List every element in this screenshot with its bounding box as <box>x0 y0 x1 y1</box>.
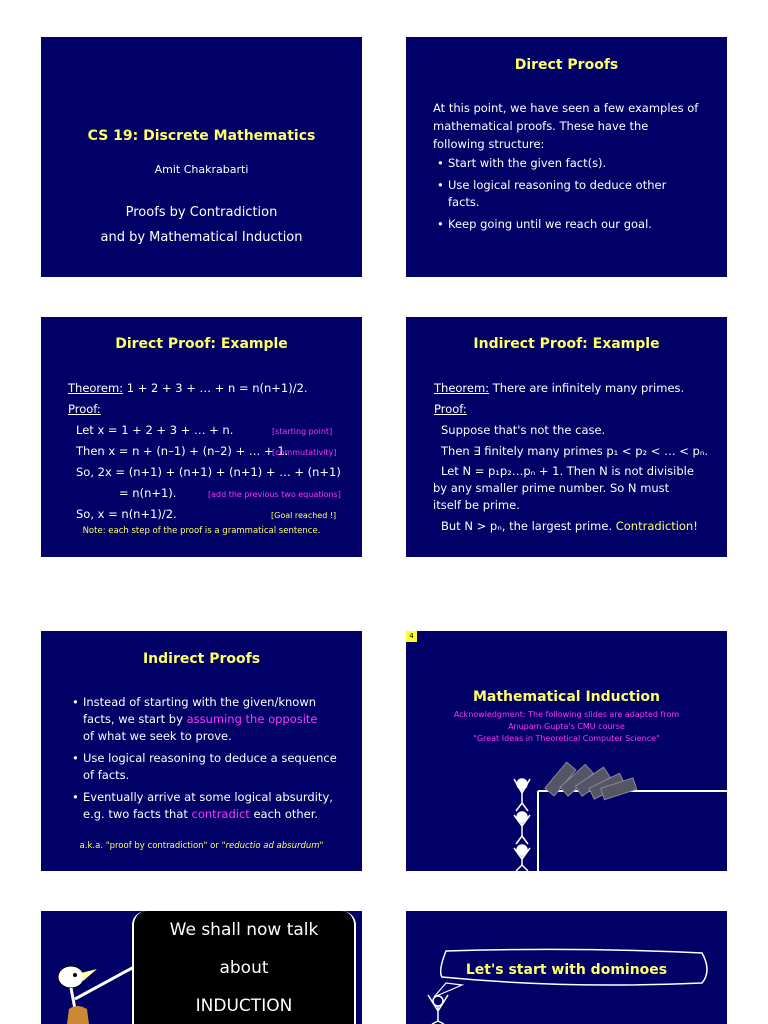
slide6-ack1: Acknowledgment: The following slides are adapted from <box>453 710 680 719</box>
slide3-footnote: Note: each step of the proof is a grammatical sentence. <box>82 526 321 536</box>
slide4-line4: by any smaller prime number. So N must <box>433 481 670 495</box>
slide6-title: Mathematical Induction <box>472 689 661 705</box>
dominoes-illustration <box>406 631 727 871</box>
slide5-bullets <box>69 694 337 828</box>
slide3-theorem-text: 1 + 2 + 3 + … + n = n(n+1)/2. <box>123 381 308 395</box>
slide3-theorem-label: Theorem: <box>68 381 124 395</box>
slide2-b2a: Use logical reasoning to deduce other <box>448 178 667 192</box>
slide2-b1: Start with the given fact(s). <box>448 156 607 170</box>
slide2-bullet <box>434 216 666 233</box>
slide1-author: Amit Chakrabarti <box>154 163 249 176</box>
slide-direct-proof-example <box>41 317 362 557</box>
slide4-contradiction: Contradiction! <box>615 519 698 533</box>
slide3-line5: So, x = n(n+1)/2. <box>76 507 177 521</box>
slide3-line1: Let x = 1 + 2 + 3 + … + n. <box>76 423 234 437</box>
slide2-intro3: following structure: <box>433 137 545 151</box>
slide2-intro2: mathematical proofs. These have the <box>433 119 649 133</box>
slide3-proof-label: Proof: <box>68 402 101 416</box>
slide5-aka <box>41 841 362 851</box>
slide4-line1: Suppose that's not the case. <box>441 423 606 437</box>
slide5-bullet <box>69 789 337 823</box>
slide4-theorem-label: Theorem: <box>434 381 490 395</box>
slide1-line1: Proofs by Contradiction <box>125 205 278 220</box>
slide5-aka2: "reductio ad absurdum" <box>221 841 324 851</box>
slide4-line6-text: But N > pₙ, the largest prime. <box>441 519 613 533</box>
slide8-bubble-text: Let's start with dominoes <box>465 962 668 978</box>
slide5-b3b: e.g. two facts that <box>83 807 192 821</box>
slide-indirect-proofs <box>41 631 362 871</box>
slide2-bullet <box>434 177 666 211</box>
slide5-b1c: assuming the opposite <box>186 712 318 726</box>
slide1-line2: and by Mathematical Induction <box>100 230 303 245</box>
slide3-note4: [add the previous two equations] <box>208 490 341 499</box>
slide5-b2b: of facts. <box>83 768 130 782</box>
slide6-ack3: "Great Ideas in Theoretical Computer Science" <box>473 734 660 743</box>
slide2-b2b: facts. <box>448 195 480 209</box>
slide4-line6 <box>441 519 698 533</box>
slide5-b3d: each other. <box>249 807 319 821</box>
slide7-bubble1: We shall now talk <box>169 920 319 940</box>
slide5-bullet <box>69 694 337 745</box>
slide4-line5: itself be prime. <box>433 498 520 512</box>
slide3-note1: [starting point] <box>272 427 333 436</box>
slide7-bubble2: about <box>219 958 269 978</box>
slide5-title: Indirect Proofs <box>142 651 261 667</box>
slide5-b1a: Instead of starting with the given/known <box>83 695 317 709</box>
slide2-intro1: At this point, we have seen a few examples of <box>433 101 699 115</box>
slide3-note2: [commutativity] <box>272 448 337 457</box>
slide5-b1b: facts, we start by <box>83 712 187 726</box>
slide-direct-proofs <box>406 37 727 277</box>
slide3-title: Direct Proof: Example <box>115 336 288 352</box>
slide2-b3: Keep going until we reach our goal. <box>448 217 652 231</box>
slide5-b3a: Eventually arrive at some logical absurdity, <box>83 790 333 804</box>
slide4-theorem-text: There are infinitely many primes. <box>489 381 685 395</box>
slide4-line3: Let N = p₁p₂…pₙ + 1. Then N is not divisible <box>441 464 694 478</box>
slide-induction-intro <box>41 911 362 1024</box>
slide4-proof-label: Proof: <box>434 402 467 416</box>
slide5-b1d: of what we seek to prove. <box>83 729 232 743</box>
slide1-title: CS 19: Discrete Mathematics <box>87 128 316 144</box>
slide3-note5: [Goal reached !] <box>271 511 337 520</box>
slide3-line3: So, 2x = (n+1) + (n+1) + (n+1) + … + (n+1) <box>76 465 341 479</box>
slide2-bullets <box>434 155 666 238</box>
slide3-line2: Then x = n + (n–1) + (n–2) + … + 1. <box>76 444 289 458</box>
slide3-theorem <box>68 381 308 395</box>
slide-title <box>41 37 362 277</box>
slide5-aka1: a.k.a. "proof by contradiction" or <box>79 841 222 851</box>
slide6-corner: 4 <box>409 632 414 640</box>
slide-indirect-proof-example <box>406 317 727 557</box>
slide5-b3c: contradict <box>191 807 250 821</box>
slide3-line4: = n(n+1). <box>119 486 177 500</box>
slide-dominoes <box>406 911 727 1024</box>
slide4-theorem <box>434 381 684 395</box>
slide4-title: Indirect Proof: Example <box>473 336 660 352</box>
slide6-ack2: Anupam Gupta's CMU course <box>508 722 625 731</box>
slide5-b2a: Use logical reasoning to deduce a sequence <box>83 751 337 765</box>
slide2-title: Direct Proofs <box>514 57 619 73</box>
slide2-bullet <box>434 155 666 172</box>
slide7-bubble3: INDUCTION <box>195 996 293 1016</box>
slide4-line2: Then ∃ finitely many primes p₁ < p₂ < … < pₙ. <box>441 444 709 458</box>
slide-mathematical-induction <box>406 631 727 871</box>
slide5-bullet <box>69 750 337 784</box>
